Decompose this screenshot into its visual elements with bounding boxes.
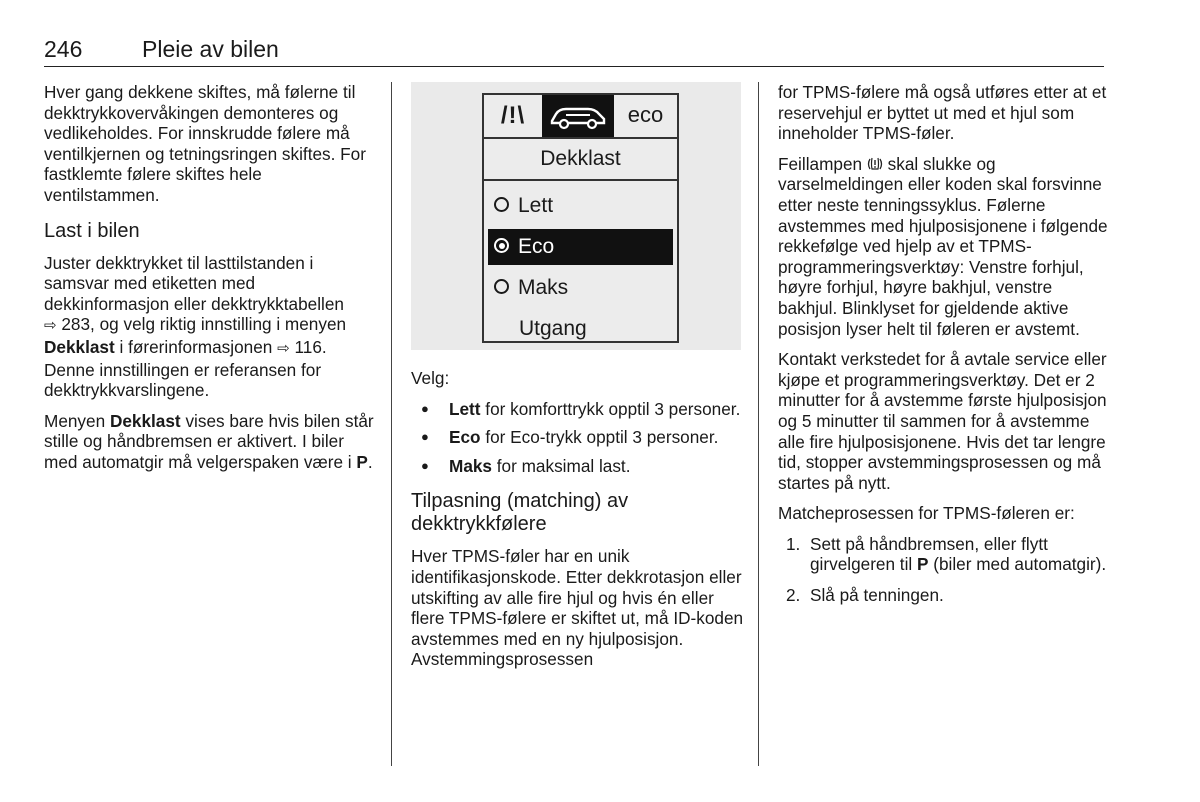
option-exit: Utgang xyxy=(519,317,587,340)
list-item: ● Eco for Eco-trykk opptil 3 personer. xyxy=(411,427,746,448)
list-item: ● Maks for maksimal last. xyxy=(411,456,746,477)
paragraph: Matcheprosessen for TPMS-føleren er: xyxy=(778,503,1075,524)
column-divider xyxy=(391,82,392,766)
paragraph: Feillampen skal slukke og varselmeldingen eller koden skal forsvinne etter neste tenningssyklus. Følerne avstemmes med hjulposisjonene i følgende rekkefølge ved hjelp av et TPMS-programmeringsverktøy: Venstre forhjul, høyre forhjul, høyre bakhjul, venstre bakhjul. Blinklyset for gjeldende aktive posisjon lyser helt til føleren er avstemt. xyxy=(778,153,1108,339)
info-display xyxy=(482,93,679,343)
option-lett: Lett xyxy=(488,188,673,224)
radio-selected-icon xyxy=(494,238,509,253)
step-list xyxy=(778,534,1113,606)
page-number: 246 xyxy=(44,36,83,62)
list-item: 1. Sett på håndbremsen, eller flytt girvelgeren til P (biler med automatgir). xyxy=(786,533,1107,575)
paragraph: for TPMS-følere må også utføres etter at et reservehjul er byttet ut med et hjul som inneholder TPMS-føler. xyxy=(778,82,1107,144)
option-maks: Maks xyxy=(488,270,673,306)
paragraph: Hver TPMS-føler har en unik identifikasjonskode. Etter dekkrotasjon eller utskifting av alle fire hjul og hvis én eller flere TPMS-følere er skiftet ut, må ID-koden avstemmes med en ny hjulposisjon. Avstemmingsprosessen xyxy=(411,546,744,670)
option-eco: Eco xyxy=(488,229,673,265)
car-tab-icon xyxy=(542,95,614,137)
option-list xyxy=(411,399,746,477)
page-title: Pleie av bilen xyxy=(142,36,279,62)
column-right xyxy=(778,82,1113,616)
paragraph: Kontakt verkstedet for å avtale service eller kjøpe et programmeringsverktøy. Det er 2 minutter for å avstemme første hjulposisjon og 5 minutter til sammen for å avstemme alle fire hjulposisjonene. Hvis det tar lengre tid, stopper avstemmingsprosessen og må startes på nytt. xyxy=(778,349,1107,493)
page-reference[interactable]: 116 xyxy=(294,336,322,357)
cross-reference-arrow-icon: ⇨ xyxy=(277,339,290,357)
section-heading-matching: Tilpasning (matching) av dekktrykkfølere xyxy=(411,490,629,536)
menu-title: Dekklast xyxy=(484,139,677,181)
radio-icon xyxy=(494,197,509,212)
eco-tab: eco xyxy=(627,102,664,127)
section-heading-last: Last i bilen xyxy=(44,219,140,242)
column-middle xyxy=(411,368,746,680)
warning-tab-icon: /!\ xyxy=(500,102,526,129)
dekklast-menu-figure xyxy=(411,82,741,350)
display-tab-bar xyxy=(484,95,677,139)
paragraph: Velg: xyxy=(411,368,450,388)
paragraph: Hver gang dekkene skiftes, må følerne til dekktrykkovervåkingen demonteres og vedlikeholdes. For innskrudde følere må ventilkjernen og tetningsringen skiftes. For fastklemte følere skiftes hele ventilstammen. xyxy=(44,82,366,205)
list-item: ● Lett for komforttrykk opptil 3 personer. xyxy=(411,399,746,420)
paragraph: Menyen Dekklast vises bare hvis bilen står stille og håndbremsen er aktivert. I biler med automatgir må velgerspaken være i P. xyxy=(44,410,374,472)
cross-reference-arrow-icon: ⇨ xyxy=(44,317,57,335)
list-item: 2. Slå på tenningen. xyxy=(786,585,944,606)
page-reference[interactable]: 283 xyxy=(61,314,91,335)
radio-icon xyxy=(494,279,509,294)
page-header xyxy=(44,36,1104,67)
paragraph: Juster dekktrykket til lasttilstanden i samsvar med etiketten med dekkinformasjon eller dekktrykktabellen ⇨ 283, og velg riktig innstilling i menyen Dekklast i førerinformasjonen ⇨ 116. Denne innstillingen er referansen for dekktrykkvarslingene. xyxy=(44,252,347,401)
column-divider xyxy=(758,82,759,766)
column-left xyxy=(44,82,374,483)
tpms-warning-lamp-icon xyxy=(867,154,883,174)
